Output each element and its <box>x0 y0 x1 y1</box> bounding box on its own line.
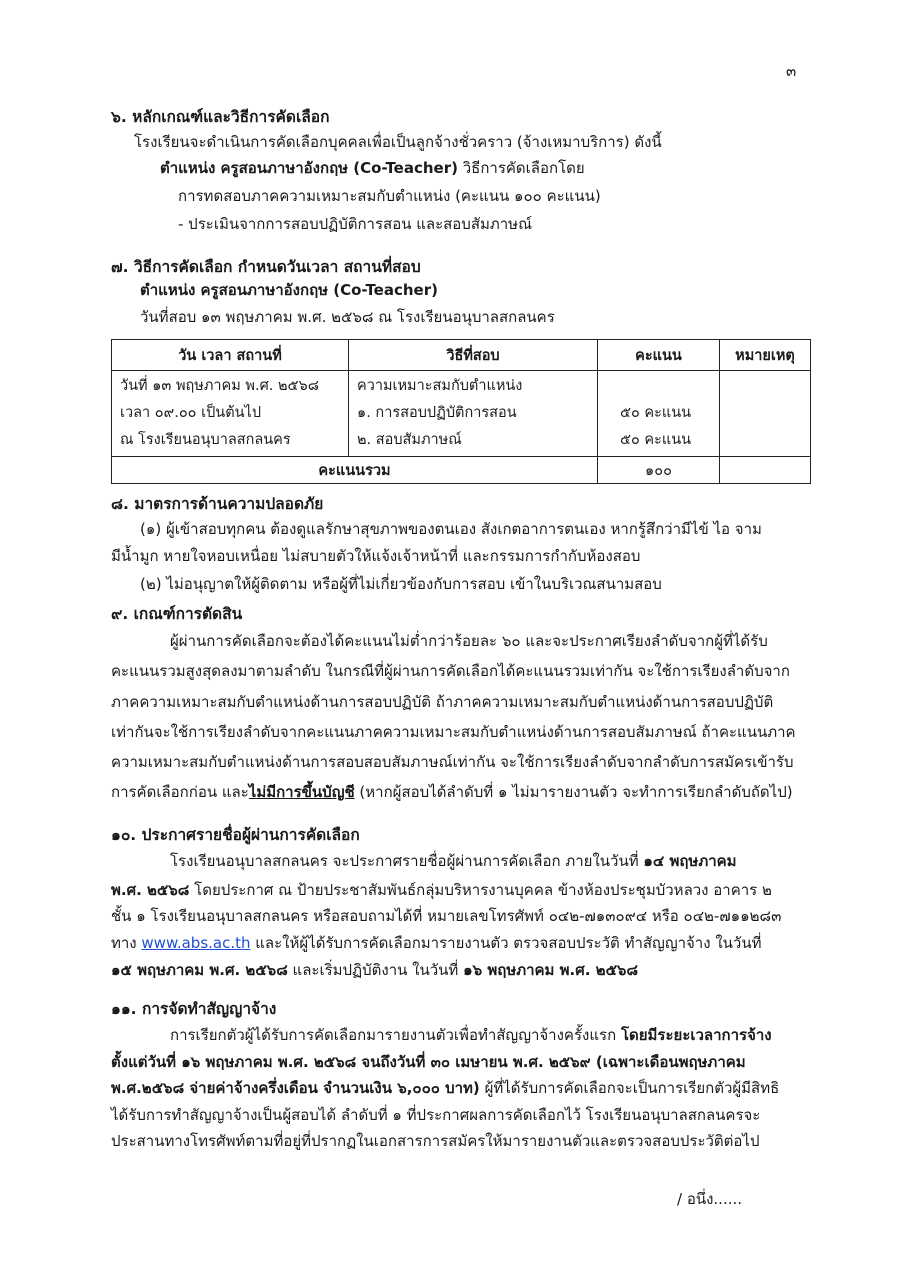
section-10-line-2 <box>111 879 772 901</box>
cell-line: ๒. สอบสัมภาษณ์ <box>357 432 462 448</box>
table-cell-score <box>598 371 720 457</box>
section-10-line-1 <box>170 850 737 872</box>
website-link[interactable]: www.abs.ac.th <box>141 934 251 952</box>
report-date: ๑๕ พฤษภาคม พ.ศ. ๒๕๖๘ <box>111 961 288 979</box>
cell-line: ๕๐ คะแนน <box>620 432 692 448</box>
contract-period-text: โดยมีระยะเวลาการจ้าง <box>620 1026 772 1044</box>
section-9-line: ผู้ผ่านการคัดเลือกจะต้องได้คะแนนไม่ต่ำกว่าร้อยละ ๖๐ และจะประกาศเรียงลำดับจากผู้ที่ได้รับ <box>170 632 768 650</box>
text-run: การคัดเลือกก่อน และ <box>111 783 249 801</box>
section-7-heading: ๗. วิธีการคัดเลือก กำหนดวันเวลา สถานที่สอบ <box>111 258 421 276</box>
cell-line: วันที่ ๑๓ พฤษภาคม พ.ศ. ๒๕๖๘ <box>120 378 319 394</box>
section-9-line: ภาคความเหมาะสมกับตำแหน่งด้านการสอบปฏิบัติ ถ้าภาคความเหมาะสมกับตำแหน่งด้านการสอบปฏิบัติ <box>111 693 774 711</box>
section-10-line-3: ชั้น ๑ โรงเรียนอนุบาลสกลนคร หรือสอบถามได้ที่ หมายเลขโทรศัพท์ ๐๔๒-๗๑๓๐๙๔ หรือ ๐๔๒-๗๑๑๒๘๓ <box>111 907 782 925</box>
section-7-position: ตำแหน่ง ครูสอนภาษาอังกฤษ (Co-Teacher) <box>140 281 438 299</box>
section-11-line-3 <box>111 1077 779 1099</box>
section-8-item-1-line-2: มีน้ำมูก หายใจหอบเหนื่อย ไม่สบายตัวให้แจ้งเจ้าหน้าที่ และกรรมการกำกับห้องสอบ <box>111 547 641 565</box>
cell-line <box>620 373 711 400</box>
section-11-line-1 <box>170 1024 772 1046</box>
section-9-last-line <box>111 781 793 803</box>
table-cell-remark <box>720 371 811 457</box>
section-10-line-5 <box>111 959 638 981</box>
table-row <box>112 371 811 457</box>
table-header-row <box>112 340 811 371</box>
table-cell-datetime <box>112 371 349 457</box>
position-suffix: วิธีการคัดเลือกโดย <box>457 159 585 177</box>
cell-line: ๑. การสอบปฏิบัติการสอน <box>357 405 517 421</box>
text-run: และเริ่มปฏิบัติงาน ในวันที่ <box>287 961 464 979</box>
exam-schedule-table <box>111 339 811 484</box>
cell-line: ณ โรงเรียนอนุบาลสกลนคร <box>120 432 291 448</box>
section-6-position <box>160 157 585 179</box>
section-9-line: ความเหมาะสมกับตำแหน่งด้านการสอบสอบสัมภาษณ์เท่ากัน จะใช้การเรียงลำดับจากลำดับการสมัครเข้ารับ <box>111 753 794 771</box>
section-9-line: คะแนนรวมสูงสุดลงมาตามลำดับ ในกรณีที่ผู้ผ่านการคัดเลือกได้คะแนนรวมเท่ากัน จะใช้การเรียงลำดับจาก <box>111 662 790 680</box>
total-value: ๑๐๐ <box>598 457 720 484</box>
table-header: วัน เวลา สถานที่ <box>112 340 349 371</box>
table-cell-method <box>349 371 598 457</box>
section-8-heading: ๘. มาตรการด้านความปลอดภัย <box>111 495 324 513</box>
start-date: ๑๖ พฤษภาคม พ.ศ. ๒๕๖๘ <box>463 961 639 979</box>
table-header: หมายเหตุ <box>720 340 811 371</box>
section-6-method-2: - ประเมินจากการสอบปฏิบัติการสอน และสอบสัมภาษณ์ <box>178 215 532 233</box>
section-8-item-1-line-1: (๑) ผู้เข้าสอบทุกคน ต้องดูแลรักษาสุขภาพของตนเอง สังเกตอาการตนเอง หากรู้สึกว่ามีไข้ ไอ จาม <box>140 520 762 538</box>
total-label: คะแนนรวม <box>112 457 598 484</box>
section-10-line-4 <box>111 932 761 954</box>
section-6-method-1: การทดสอบภาคความเหมาะสมกับตำแหน่ง (คะแนน ๑๐๐ คะแนน) <box>178 187 601 205</box>
page-number: ๓ <box>786 62 797 80</box>
section-11-line-5: ประสานทางโทรศัพท์ตามที่อยู่ที่ปรากฏในเอกสารการสมัครให้มารายงานตัวและตรวจสอบประวัติต่อไป <box>111 1132 760 1150</box>
section-11-heading: ๑๑. การจัดทำสัญญาจ้าง <box>111 1000 277 1018</box>
section-10-heading: ๑๐. ประกาศรายชื่อผู้ผ่านการคัดเลือก <box>111 826 360 844</box>
text-run: และให้ผู้ได้รับการคัดเลือกมารายงานตัว ตรวจสอบประวัติ ทำสัญญาจ้าง ในวันที่ <box>250 934 762 952</box>
section-11-line-4: ได้รับการทำสัญญาจ้างเป็นผู้สอบได้ ลำดับที่ ๑ ที่ประกาศผลการคัดเลือกไว้ โรงเรียนอนุบาลสกลนครจะ <box>111 1106 761 1124</box>
table-header: วิธีที่สอบ <box>349 340 598 371</box>
total-remark <box>720 457 811 484</box>
text-run: โรงเรียนอนุบาลสกลนคร จะประกาศรายชื่อผู้ผ่านการคัดเลือก ภายในวันที่ <box>170 852 644 870</box>
text-run: การเรียกตัวผู้ได้รับการคัดเลือกมารายงานตัวเพื่อทำสัญญาจ้างครั้งแรก <box>170 1026 621 1044</box>
no-waiting-list-text: ไม่มีการขึ้นบัญชี <box>248 783 355 801</box>
section-11-line-2: ตั้งแต่วันที่ ๑๖ พฤษภาคม พ.ศ. ๒๕๖๘ จนถึงวันที่ ๓๐ เมษายน พ.ศ. ๒๕๖๙ (เฉพาะเดือนพฤษภาคม <box>111 1053 746 1071</box>
position-label: ตำแหน่ง ครูสอนภาษาอังกฤษ (Co-Teacher) <box>160 159 458 177</box>
text-run: ทาง <box>111 934 142 952</box>
cell-line: ๕๐ คะแนน <box>620 405 692 421</box>
section-9-heading: ๙. เกณฑ์การตัดสิน <box>111 605 243 623</box>
cell-line: เวลา ๐๙.๐๐ เป็นต้นไป <box>120 405 262 421</box>
section-6-intro: โรงเรียนจะดำเนินการคัดเลือกบุคคลเพื่อเป็นลูกจ้างชั่วคราว (จ้างเหมาบริการ) ดังนี้ <box>134 133 662 151</box>
section-6-heading: ๖. หลักเกณฑ์และวิธีการคัดเลือก <box>111 108 330 126</box>
section-8-item-2: (๒) ไม่อนุญาตให้ผู้ติดตาม หรือผู้ที่ไม่เกี่ยวข้องกับการสอบ เข้าในบริเวณสนามสอบ <box>140 575 662 593</box>
text-run: (หากผู้สอบได้ลำดับที่ ๑ ไม่มารายงานตัว จะทำการเรียกลำดับถัดไป) <box>354 783 793 801</box>
continuation-marker: / อนึ่ง...... <box>677 1190 743 1208</box>
half-month-pay-text: พ.ศ.๒๕๖๘ จ่ายค่าจ้างครึ่งเดือน จำนวนเงิน ๖,๐๐๐ บาท) <box>111 1079 480 1097</box>
announce-date: ๑๔ พฤษภาคม <box>643 852 737 870</box>
text-run: ผู้ที่ได้รับการคัดเลือกจะเป็นการเรียกตัวผู้มีสิทธิ <box>479 1079 780 1097</box>
cell-line: ความเหมาะสมกับตำแหน่ง <box>357 378 523 394</box>
text-run: โดยประกาศ ณ ป้ายประชาสัมพันธ์กลุ่มบริหารงานบุคคล ข้างห้องประชุมบัวหลวง อาคาร ๒ <box>189 881 772 899</box>
section-9-line: เท่ากันจะใช้การเรียงลำดับจากคะแนนภาคความเหมาะสมกับตำแหน่งด้านการสอบสัมภาษณ์ ถ้าคะแนนภาค <box>111 723 796 741</box>
announce-year: พ.ศ. ๒๕๖๘ <box>111 881 190 899</box>
table-header: คะแนน <box>598 340 720 371</box>
section-7-exam-date: วันที่สอบ ๑๓ พฤษภาคม พ.ศ. ๒๕๖๘ ณ โรงเรียนอนุบาลสกลนคร <box>140 308 555 326</box>
table-total-row <box>112 457 811 484</box>
